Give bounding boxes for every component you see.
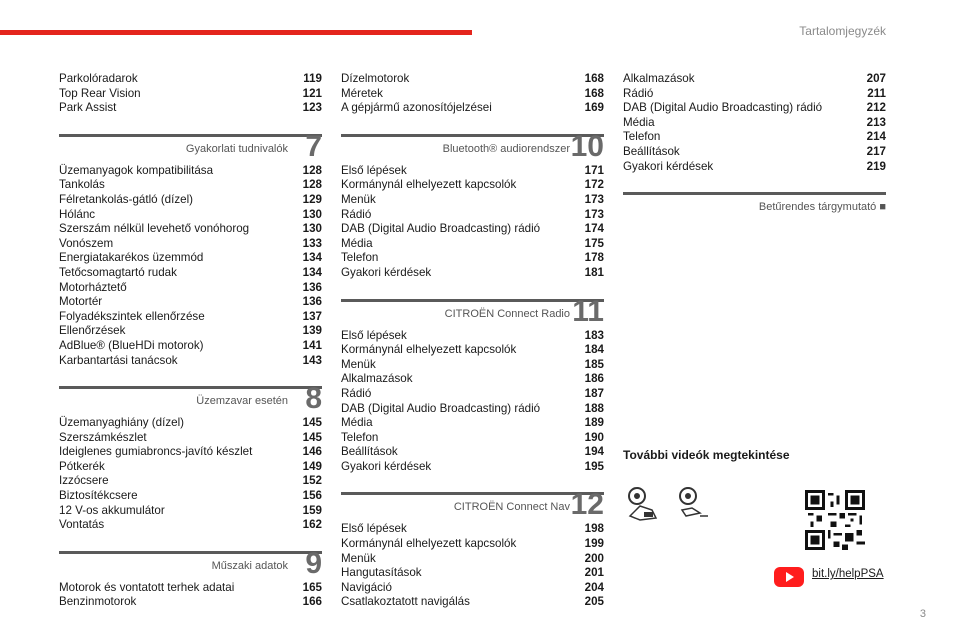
toc-entry[interactable]	[59, 193, 322, 208]
toc-entry[interactable]	[59, 354, 322, 369]
toc-entry-page: 184	[584, 343, 604, 357]
toc-entry-page: 190	[584, 430, 604, 444]
section-title: Gyakorlati tudnivalók	[185, 142, 288, 155]
section-number: 11	[572, 294, 604, 328]
section-number: 8	[305, 382, 322, 416]
toc-entry-page: 141	[302, 338, 322, 352]
toc-entry-page: 146	[302, 445, 322, 459]
toc-entry[interactable]	[341, 522, 604, 537]
toc-entry-page: 213	[866, 115, 886, 129]
toc-entry-label: Üzemanyaghiány (dízel)	[59, 416, 185, 430]
toc-entry-label: 12 V-os akkumulátor	[59, 503, 165, 517]
help-link[interactable]: bit.ly/helpPSA	[812, 568, 884, 580]
toc-entry-page: 152	[302, 474, 322, 488]
section-title: Bluetooth® audiorendszer	[442, 142, 570, 155]
toc-entry[interactable]	[623, 87, 886, 102]
toc-entry-page: 195	[584, 459, 604, 473]
toc-entry-page: 219	[866, 159, 886, 173]
toc-entry[interactable]	[59, 518, 322, 533]
toc-entry[interactable]	[341, 552, 604, 567]
toc-entry-page: 204	[584, 580, 604, 594]
toc-entry-label: Kormánynál elhelyezett kapcsolók	[341, 537, 517, 551]
toc-entry-page: 185	[584, 357, 604, 371]
toc-entry-label: Gyakori kérdések	[623, 159, 714, 173]
toc-entry-page: 173	[584, 207, 604, 221]
toc-entry[interactable]	[59, 281, 322, 296]
toc-entry-label: Telefon	[623, 130, 661, 144]
toc-entry-page: 130	[302, 222, 322, 236]
toc-entry-label: Folyadékszintek ellenőrzése	[59, 309, 205, 323]
wheel-change-icon	[676, 486, 712, 522]
toc-entry[interactable]	[341, 372, 604, 387]
toc-entry-page: 143	[302, 353, 322, 367]
toc-entry-page: 130	[302, 207, 322, 221]
toc-entry-page: 174	[584, 222, 604, 236]
toc-entry-page: 181	[584, 265, 604, 279]
toc-entry-label: Alkalmazások	[623, 72, 695, 85]
toc-entry-page: 128	[302, 163, 322, 177]
toc-entry-label: Vonószem	[59, 236, 114, 250]
toc-entry[interactable]	[341, 237, 604, 252]
toc-entry-label: Dízelmotorok	[341, 72, 410, 85]
section-number: 12	[570, 488, 604, 522]
toc-entry-page: 194	[584, 445, 604, 459]
section-header	[623, 192, 886, 218]
toc-entry-page: 172	[584, 178, 604, 192]
toc-entry-label: Félretankolás-gátló (dízel)	[59, 192, 194, 206]
toc-entry-label: Méretek	[341, 86, 383, 100]
toc-entry-page: 156	[302, 489, 322, 503]
toc-entry[interactable]	[59, 178, 322, 193]
section-title: CITROËN Connect Radio	[444, 307, 570, 320]
toc-entry[interactable]	[341, 358, 604, 373]
toc-entry-page: 214	[866, 130, 886, 144]
header-accent-bar	[0, 30, 472, 35]
section-rule	[341, 492, 604, 495]
toc-column-1	[59, 72, 322, 610]
toc-entry[interactable]	[341, 329, 604, 344]
toc-entry[interactable]	[341, 431, 604, 446]
toc-entry-label: Gyakori kérdések	[341, 459, 432, 473]
toc-entry-page: 169	[584, 101, 604, 115]
toc-entry[interactable]	[623, 116, 886, 131]
toc-entry-label: Izzócsere	[59, 474, 109, 488]
toc-entry-label: Csatlakoztatott navigálás	[341, 595, 470, 609]
toc-entry[interactable]	[59, 489, 322, 504]
toc-entry-label: Energiatakarékos üzemmód	[59, 251, 204, 265]
toc-entry-page: 145	[302, 416, 322, 430]
toc-entry-label: Motortér	[59, 295, 103, 309]
toc-entry-page: 139	[302, 324, 322, 338]
toc-entry-label: Motorok és vontatott terhek adatai	[59, 580, 235, 594]
toc-entry[interactable]	[59, 581, 322, 596]
toc-entry-label: Szerszámkészlet	[59, 430, 147, 444]
toc-entry[interactable]	[59, 339, 322, 354]
toc-entry[interactable]	[623, 160, 886, 175]
section-header	[59, 382, 322, 416]
section-title: Műszaki adatok	[211, 559, 288, 572]
toc-entry[interactable]	[341, 208, 604, 223]
toc-entry-page: 211	[867, 86, 886, 100]
toc-entry-label: Első lépések	[341, 163, 407, 177]
toc-entry[interactable]	[341, 566, 604, 581]
toc-entry-label: Karbantartási tanácsok	[59, 353, 178, 367]
toc-entry-page: 129	[302, 192, 322, 206]
toc-entry-label: Menük	[341, 357, 376, 371]
toc-entry[interactable]	[341, 343, 604, 358]
toc-entry[interactable]	[59, 460, 322, 475]
toc-entry-page: 200	[584, 551, 604, 565]
toc-entry-page: 136	[302, 295, 322, 309]
toc-entry-page: 175	[584, 236, 604, 250]
section-rule	[59, 134, 322, 137]
section-rule	[59, 386, 322, 389]
toc-entry[interactable]	[623, 101, 886, 116]
toc-entry-label: DAB (Digital Audio Broadcasting) rádió	[341, 401, 541, 415]
toc-entry-label: Kormánynál elhelyezett kapcsolók	[341, 178, 517, 192]
toc-entry-label: Beállítások	[623, 144, 680, 158]
section-rule	[623, 192, 886, 195]
toc-entry-label: Ideiglenes gumiabroncs-javító készlet	[59, 445, 253, 459]
section-header	[341, 488, 604, 522]
toc-entry-page: 149	[302, 459, 322, 473]
toc-entry-page: 123	[302, 101, 322, 115]
tyre-repair-icon	[626, 486, 662, 522]
videos-heading: További videók megtekintése	[623, 448, 790, 462]
toc-entry-page: 168	[584, 86, 604, 100]
toc-entry-page: 162	[302, 518, 322, 532]
toc-entry-page: 136	[302, 280, 322, 294]
toc-entry-label: A gépjármű azonosítójelzései	[341, 101, 492, 115]
toc-entry-page: 187	[584, 386, 604, 400]
toc-entry-page: 212	[866, 101, 886, 115]
toc-entry-label: Média	[341, 236, 373, 250]
toc-column-3	[623, 72, 886, 222]
toc-entry-page: 134	[302, 265, 322, 279]
toc-entry-label: Top Rear Vision	[59, 86, 141, 100]
toc-entry[interactable]	[623, 130, 886, 145]
toc-entry[interactable]	[59, 504, 322, 519]
section-number: 9	[305, 546, 322, 580]
toc-entry-label: Alkalmazások	[341, 372, 413, 386]
toc-entry-label: Gyakori kérdések	[341, 265, 432, 279]
toc-entry[interactable]	[59, 222, 322, 237]
toc-entry[interactable]	[59, 310, 322, 325]
toc-entry-page: 171	[584, 163, 604, 177]
section-header	[341, 129, 604, 163]
toc-entry-page: 165	[302, 580, 322, 594]
toc-entry-label: Média	[623, 115, 655, 129]
toc-entry-label: Rádió	[341, 207, 372, 221]
toc-entry[interactable]	[341, 251, 604, 266]
toc-entry[interactable]	[341, 387, 604, 402]
toc-entry-page: 166	[302, 595, 322, 609]
toc-entry[interactable]	[59, 72, 322, 87]
toc-entry[interactable]	[341, 193, 604, 208]
toc-entry-label: Első lépések	[341, 328, 407, 342]
toc-entry-label: Parkolóradarok	[59, 72, 138, 85]
toc-entry-page: 188	[584, 401, 604, 415]
toc-entry[interactable]	[341, 164, 604, 179]
toc-entry[interactable]	[341, 178, 604, 193]
toc-entry-page: 173	[584, 192, 604, 206]
toc-entry-label: Üzemanyagok kompatibilitása	[59, 163, 214, 177]
section-number: 7	[305, 129, 322, 163]
toc-entry[interactable]	[341, 595, 604, 610]
toc-entry-page: 217	[866, 144, 886, 158]
section-header	[341, 294, 604, 328]
toc-entry[interactable]	[341, 101, 604, 116]
youtube-icon[interactable]	[774, 567, 804, 587]
toc-entry[interactable]	[341, 416, 604, 431]
toc-entry-page: 207	[866, 72, 886, 85]
toc-entry[interactable]	[59, 416, 322, 431]
toc-entry[interactable]	[59, 445, 322, 460]
toc-entry[interactable]	[341, 581, 604, 596]
qr-code[interactable]	[805, 490, 865, 550]
page-number: 3	[919, 608, 926, 620]
toc-entry[interactable]	[341, 222, 604, 237]
toc-entry[interactable]	[59, 208, 322, 223]
toc-entry[interactable]	[59, 431, 322, 446]
toc-entry-page: 133	[302, 236, 322, 250]
section-header	[59, 129, 322, 163]
toc-entry[interactable]	[341, 537, 604, 552]
toc-entry-page: 189	[584, 416, 604, 430]
toc-entry[interactable]	[59, 101, 322, 116]
toc-entry[interactable]	[623, 72, 886, 87]
toc-entry[interactable]	[341, 72, 604, 87]
toc-entry-label: Pótkerék	[59, 459, 105, 473]
section-title: Üzemzavar esetén	[196, 395, 288, 408]
toc-entry-label: Park Assist	[59, 101, 117, 115]
toc-entry-page: 168	[584, 72, 604, 85]
toc-entry[interactable]	[59, 237, 322, 252]
toc-entry-label: Hangutasítások	[341, 566, 422, 580]
toc-entry[interactable]	[341, 266, 604, 281]
toc-entry-page: 199	[584, 537, 604, 551]
toc-entry[interactable]	[59, 251, 322, 266]
toc-entry[interactable]	[341, 87, 604, 102]
toc-entry-label: AdBlue® (BlueHDi motorok)	[59, 338, 204, 352]
toc-entry-label: Telefon	[341, 251, 379, 265]
section-rule	[341, 134, 604, 137]
toc-entry[interactable]	[341, 460, 604, 475]
toc-entry[interactable]	[341, 445, 604, 460]
toc-entry-label: Szerszám nélkül levehető vonóhorog	[59, 222, 250, 236]
toc-entry-label: Benzinmotorok	[59, 595, 137, 609]
toc-entry-label: Rádió	[341, 386, 372, 400]
toc-entry-label: Beállítások	[341, 445, 398, 459]
section-title: Betűrendes tárgymutató ■	[758, 201, 886, 214]
toc-entry-label: Hólánc	[59, 207, 96, 221]
toc-entry-label: Telefon	[341, 430, 379, 444]
toc-entry-page: 186	[584, 372, 604, 386]
toc-entry-page: 137	[302, 309, 322, 323]
toc-entry-label: Kormánynál elhelyezett kapcsolók	[341, 343, 517, 357]
section-rule	[341, 299, 604, 302]
toc-entry[interactable]	[59, 474, 322, 489]
toc-entry-page: 128	[302, 178, 322, 192]
toc-entry-label: Navigáció	[341, 580, 392, 594]
toc-entry-page: 178	[584, 251, 604, 265]
toc-entry-label: Tankolás	[59, 178, 105, 192]
toc-entry[interactable]	[59, 164, 322, 179]
section-number: 10	[570, 129, 604, 163]
toc-entry-label: Menük	[341, 192, 376, 206]
toc-entry-page: 134	[302, 251, 322, 265]
toc-entry-label: DAB (Digital Audio Broadcasting) rádió	[341, 222, 541, 236]
toc-entry-label: Biztosítékcsere	[59, 489, 138, 503]
toc-entry-page: 183	[584, 328, 604, 342]
toc-entry-label: Ellenőrzések	[59, 324, 126, 338]
toc-entry-label: Első lépések	[341, 522, 407, 536]
toc-entry-label: Vontatás	[59, 518, 105, 532]
toc-entry[interactable]	[59, 266, 322, 281]
toc-entry-label: Rádió	[623, 86, 654, 100]
toc-entry-label: Motorháztető	[59, 280, 127, 294]
page-header-title: Tartalomjegyzék	[799, 24, 886, 38]
toc-entry-label: Menük	[341, 551, 376, 565]
toc-entry-page: 119	[303, 72, 322, 85]
toc-entry[interactable]	[341, 402, 604, 417]
toc-entry-page: 145	[302, 430, 322, 444]
toc-entry-page: 201	[584, 566, 604, 580]
section-title: CITROËN Connect Nav	[453, 501, 570, 514]
toc-entry[interactable]	[59, 595, 322, 610]
toc-column-2	[341, 72, 604, 610]
toc-entry[interactable]	[59, 295, 322, 310]
toc-entry-page: 205	[584, 595, 604, 609]
toc-entry-page: 159	[302, 503, 322, 517]
toc-entry[interactable]	[59, 324, 322, 339]
toc-entry-page: 121	[302, 86, 322, 100]
toc-entry-page: 198	[584, 522, 604, 536]
section-rule	[59, 551, 322, 554]
toc-entry-label: Tetőcsomagtartó rudak	[59, 265, 177, 279]
toc-entry[interactable]	[59, 87, 322, 102]
toc-entry-label: DAB (Digital Audio Broadcasting) rádió	[623, 101, 823, 115]
toc-entry[interactable]	[623, 145, 886, 160]
section-header	[59, 546, 322, 580]
toc-entry-label: Média	[341, 416, 373, 430]
